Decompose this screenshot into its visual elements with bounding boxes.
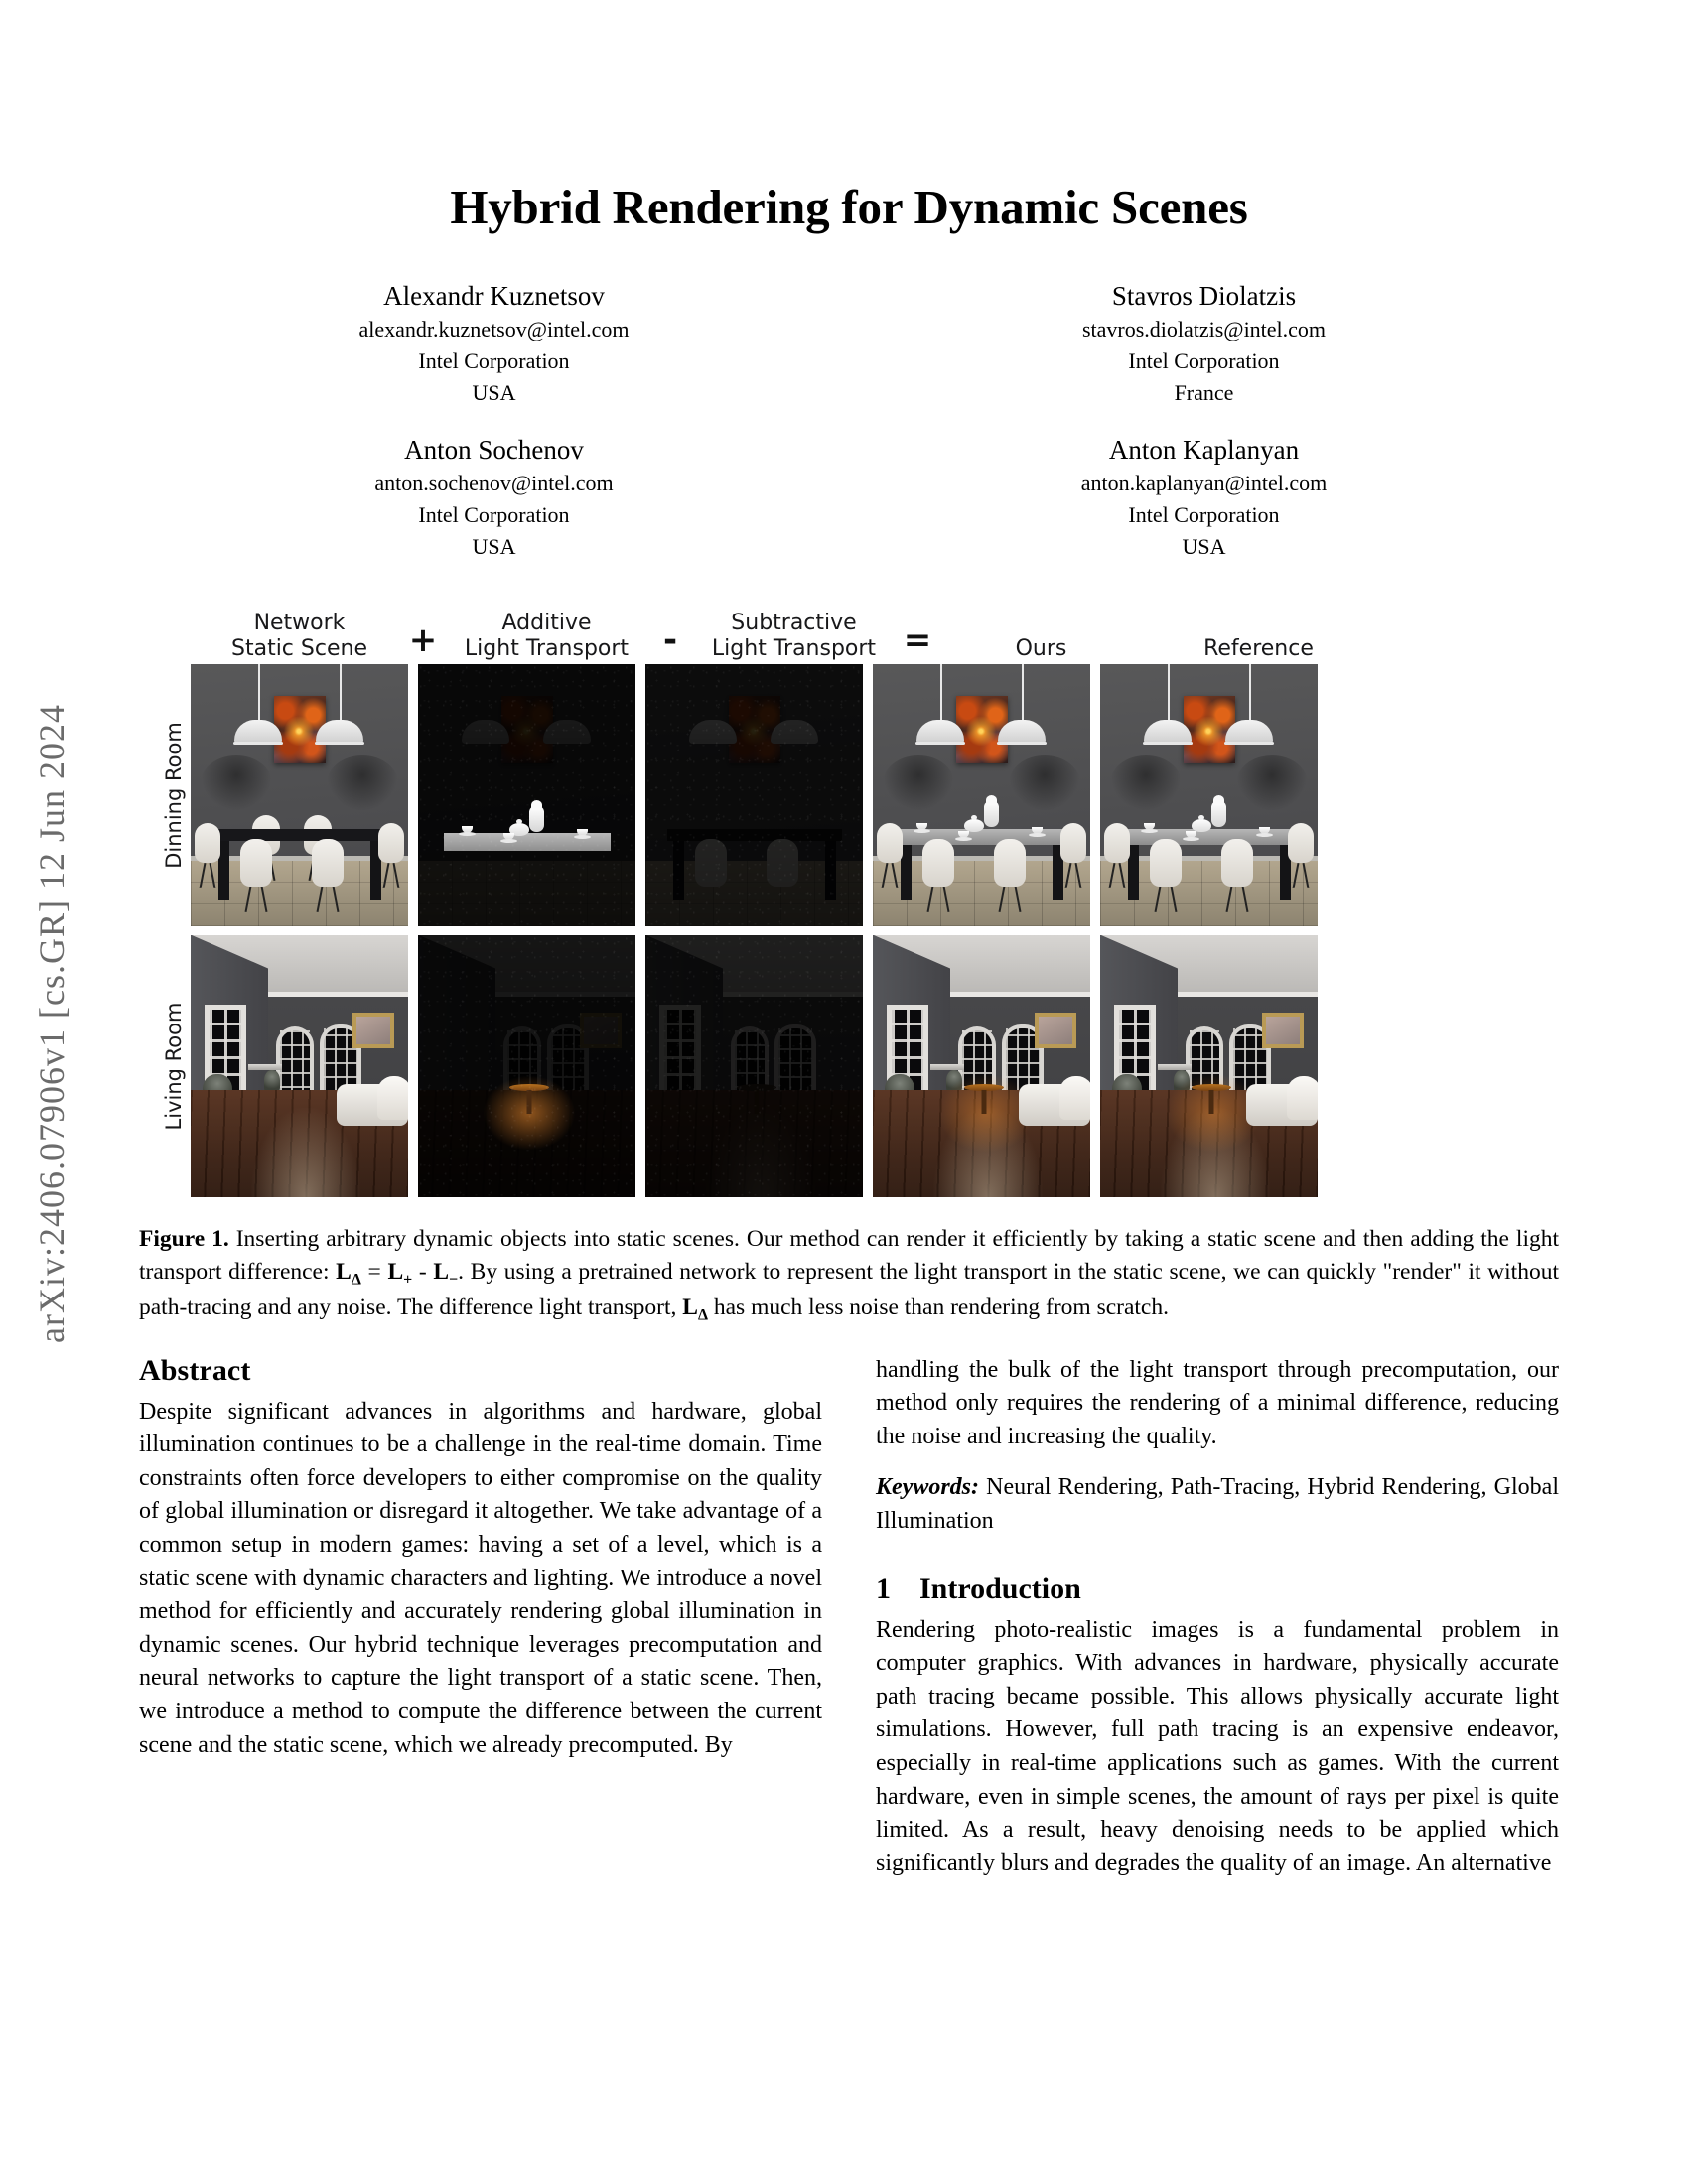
- framed-picture: [1035, 1013, 1076, 1048]
- author-email[interactable]: alexandr.kuznetsov@intel.com: [358, 317, 630, 342]
- lamp-cord: [258, 664, 260, 722]
- lamp-shadow: [327, 755, 398, 811]
- table-stem: [1209, 1090, 1214, 1114]
- panel-dinning-network-static-scene: [191, 664, 408, 926]
- lamp-rim: [915, 742, 965, 745]
- figure-column-header-line2: Light Transport: [464, 635, 630, 661]
- framed-picture: [1262, 1013, 1304, 1048]
- author-entry: [849, 433, 1559, 563]
- figure-row-label-dinning-room: [157, 664, 191, 926]
- figure-column-header-ours: [932, 636, 1150, 664]
- teapot: [964, 819, 984, 832]
- chair: [240, 839, 272, 887]
- round-table: [1192, 1084, 1231, 1118]
- render-noise: [645, 664, 863, 926]
- teacup: [1144, 823, 1155, 830]
- author-name: Anton Kaplanyan: [1108, 434, 1300, 465]
- figure-row-living-room: [157, 935, 1559, 1197]
- chair-legs: [1107, 863, 1128, 888]
- figure-column-headers: [191, 603, 1559, 664]
- chair: [378, 823, 404, 863]
- dining-table: [212, 829, 387, 900]
- author-affiliation: Intel Corporation: [418, 501, 570, 527]
- figure-caption-minus: -: [412, 1258, 434, 1285]
- chair-legs: [243, 887, 269, 912]
- figure-caption-formula-1: L: [336, 1258, 352, 1285]
- panel-dinning-reference: [1100, 664, 1318, 926]
- chair-back: [240, 839, 272, 887]
- chair: [1288, 823, 1314, 863]
- minus-operator-icon: -: [662, 619, 678, 660]
- table-top: [212, 829, 387, 841]
- sofa: [1246, 1084, 1318, 1126]
- chair: [1104, 823, 1130, 863]
- chair-back: [922, 839, 954, 887]
- chair-back: [877, 823, 903, 863]
- introduction-heading: [876, 1572, 1559, 1606]
- mantel: [248, 1064, 282, 1070]
- pitcher: [1211, 801, 1226, 827]
- right-column: [876, 1354, 1559, 1895]
- sofa-arm: [1287, 1076, 1318, 1120]
- chair-legs: [997, 887, 1023, 912]
- chair-back: [994, 839, 1026, 887]
- lamp-rim: [997, 742, 1047, 745]
- render-noise: [418, 935, 635, 1197]
- chair-legs: [315, 887, 341, 912]
- author-name: Stavros Diolatzis: [1111, 281, 1297, 311]
- chair-legs: [381, 863, 402, 888]
- chair: [1150, 839, 1182, 887]
- plus-operator-icon: +: [408, 619, 438, 660]
- lamp-shadow: [201, 755, 272, 811]
- table-stem: [982, 1090, 987, 1114]
- figure-caption-formula-2: L: [387, 1258, 404, 1285]
- panel-living-ours: [873, 935, 1090, 1197]
- keywords-value: Neural Rendering, Path-Tracing, Hybrid Rendering, Global Illumination: [876, 1474, 1559, 1535]
- panel-living-additive-light-transport: [418, 935, 635, 1197]
- teacup: [1259, 827, 1270, 834]
- render-noise: [418, 664, 635, 926]
- lamp-cord: [1168, 664, 1170, 722]
- lamp-shadow: [1236, 755, 1308, 811]
- author-email[interactable]: anton.kaplanyan@intel.com: [1080, 470, 1328, 495]
- lamp-shadow: [1110, 755, 1182, 811]
- dining-table: [1122, 829, 1297, 900]
- figure-column-header-line2: Light Transport: [711, 635, 877, 661]
- figure-row-label-text: Living Room: [162, 1002, 186, 1130]
- figure-column-header-additive-light-transport: [438, 611, 655, 664]
- sofa-arm: [1059, 1076, 1090, 1120]
- chair-back: [1104, 823, 1130, 863]
- teacup: [916, 823, 927, 830]
- chair-back: [378, 823, 404, 863]
- pitcher: [984, 801, 999, 827]
- figure-caption-part2: . By using a pretrained network to represent the light transport in the static scene, we can quickly "render" it without path-tracing and any noise. The difference light transport,: [139, 1258, 1559, 1321]
- mantel: [930, 1064, 964, 1070]
- lamp-rim: [1224, 742, 1274, 745]
- figure-caption-part3: has much less noise than rendering from scratch.: [708, 1295, 1169, 1321]
- author-affiliation: Intel Corporation: [418, 347, 570, 373]
- figure-caption-formula-4-sub: Δ: [697, 1306, 708, 1324]
- figure-column-header-line2: Static Scene: [231, 635, 367, 661]
- chair-back: [1060, 823, 1086, 863]
- chair-back: [195, 823, 220, 863]
- author-name: Anton Sochenov: [404, 434, 584, 465]
- author-affiliation: Intel Corporation: [1128, 347, 1280, 373]
- chair: [1221, 839, 1253, 887]
- page-title: Hybrid Rendering for Dynamic Scenes: [450, 180, 1248, 234]
- figure-caption-part1: Inserting arbitrary dynamic objects into static scenes. Our method can render it efficiently by taking a static scene and then adding the light transport difference:: [139, 1225, 1560, 1285]
- figure-caption-formula-2-sub: +: [403, 1271, 413, 1289]
- figure-caption-equals: =: [360, 1258, 388, 1285]
- sofa-arm: [377, 1076, 408, 1120]
- mantel: [1158, 1064, 1192, 1070]
- paper-page: [139, 0, 1559, 2184]
- arxiv-stamp: arXiv:2406.07906v1 [cs.GR] 12 Jun 2024: [32, 704, 71, 1343]
- author-affiliation: Intel Corporation: [1128, 501, 1280, 527]
- author-name: Alexandr Kuznetsov: [383, 281, 605, 311]
- chair: [1060, 823, 1086, 863]
- figure-column-header-network-static-scene: [191, 611, 408, 664]
- framed-picture: [352, 1013, 394, 1048]
- lamp-shadow: [883, 755, 954, 811]
- panel-dinning-additive-light-transport: [418, 664, 635, 926]
- figure-row-dinning-room: [157, 664, 1559, 926]
- lamp-cord: [1249, 664, 1251, 722]
- sofa: [337, 1084, 408, 1126]
- render-noise: [645, 935, 863, 1197]
- lamp-rim: [315, 742, 364, 745]
- body-columns: [139, 1354, 1559, 1895]
- chair: [877, 823, 903, 863]
- chair-legs: [198, 863, 218, 888]
- chair-legs: [880, 863, 901, 888]
- figure-column-header-subtractive-light-transport: [685, 611, 903, 664]
- author-email[interactable]: stavros.diolatzis@intel.com: [1081, 317, 1327, 342]
- figure-row-label-living-room: [157, 935, 191, 1197]
- teacup: [1032, 827, 1043, 834]
- figure-column-header-line1: Subtractive: [731, 610, 857, 635]
- section-number: 1: [876, 1571, 891, 1605]
- figure-column-header-line1: Network: [253, 610, 346, 635]
- panel-dinning-ours: [873, 664, 1090, 926]
- figure-row-label-text: Dinning Room: [162, 721, 186, 869]
- teacup: [958, 831, 969, 838]
- author-block: [139, 279, 1559, 587]
- author-country: USA: [472, 533, 516, 559]
- panel-living-subtractive-light-transport: [645, 935, 863, 1197]
- abstract-text-continued: handling the bulk of the light transport through precomputation, our method only requires the rendering of a minimal difference, reducing the noise and increasing the quality.: [876, 1356, 1559, 1449]
- author-entry: [139, 279, 849, 409]
- author-entry: [849, 279, 1559, 409]
- chair-back: [1150, 839, 1182, 887]
- figure-column-header-line2: Ours: [1015, 635, 1067, 661]
- lamp-rim: [233, 742, 283, 745]
- chair: [195, 823, 220, 863]
- chair-legs: [925, 887, 951, 912]
- author-country: France: [1174, 379, 1234, 405]
- author-country: USA: [472, 379, 516, 405]
- equals-operator-icon: =: [903, 619, 932, 660]
- figure-caption: [139, 1223, 1559, 1328]
- author-entry: [139, 433, 849, 563]
- lamp-cord: [940, 664, 942, 722]
- dining-table: [895, 829, 1069, 900]
- chair: [994, 839, 1026, 887]
- keywords-label: Keywords:: [876, 1474, 979, 1501]
- chair-legs: [1224, 887, 1250, 912]
- introduction-paragraph: Rendering photo-realistic images is a fundamental problem in computer graphics. With advances in hardware, physically accurate path tracing became possible. This allows physically accurate light simulations. However, full path tracing is an expensive endeavor, especially in real-time applications such as games. With the current hardware, even in simple scenes, the amount of rays per pixel is quite limited. As a result, heavy denoising needs to be applied which significantly blurs and degrades the quality of an image. An alternative: [876, 1616, 1559, 1876]
- round-table: [964, 1084, 1004, 1118]
- panel-dinning-subtractive-light-transport: [645, 664, 863, 926]
- figure-column-header-line1: Additive: [501, 610, 592, 635]
- abstract-heading: Abstract: [139, 1353, 251, 1387]
- chair-legs: [1291, 863, 1312, 888]
- figure-caption-label: Figure 1.: [139, 1225, 229, 1252]
- lamp-cord: [1022, 664, 1024, 722]
- teapot: [1192, 819, 1211, 832]
- author-email[interactable]: anton.sochenov@intel.com: [374, 470, 614, 495]
- lamp-cord: [340, 664, 342, 722]
- chair: [312, 839, 344, 887]
- lamp-rim: [1143, 742, 1193, 745]
- panel-living-network-static-scene: [191, 935, 408, 1197]
- chair-back: [312, 839, 344, 887]
- left-column: [139, 1354, 822, 1895]
- teacup: [1186, 831, 1196, 838]
- chair-back: [1288, 823, 1314, 863]
- figure-column-header-reference: [1150, 636, 1367, 664]
- panel-living-reference: [1100, 935, 1318, 1197]
- figure-caption-formula-3: L: [433, 1258, 450, 1285]
- lamp-shadow: [1009, 755, 1080, 811]
- potted-plant: [264, 1070, 280, 1092]
- chair: [922, 839, 954, 887]
- figure-1: [139, 603, 1559, 1328]
- chair-back: [1221, 839, 1253, 887]
- figure-panel-grid: [157, 664, 1559, 1197]
- figure-column-header-line2: Reference: [1203, 635, 1314, 661]
- section-title: Introduction: [919, 1571, 1081, 1605]
- figure-caption-formula-1-sub: Δ: [351, 1271, 361, 1289]
- sofa: [1019, 1084, 1090, 1126]
- keywords-line: [876, 1471, 1559, 1538]
- author-country: USA: [1182, 533, 1226, 559]
- figure-caption-formula-4: L: [682, 1295, 698, 1321]
- chair-legs: [1063, 863, 1084, 888]
- abstract-text: Despite significant advances in algorithms and hardware, global illumination continues to be a challenge in the real-time domain. Time constraints often force developers to either compromise on the quality of global illumination or disregard it altogether. We take advantage of a common setup in modern games: having a set of a level, which is a static scene with dynamic characters and lighting. We introduce a novel method for efficiently and accurately rendering global illumination in dynamic scenes. Our hybrid technique leverages precomputation and neural networks to capture the light transport of a static scene. Then, we introduce a method to compute the difference between the current scene and the static scene, which we already precomputed. By: [139, 1398, 822, 1758]
- chair-legs: [1153, 887, 1179, 912]
- figure-caption-formula-3-sub: −: [449, 1271, 459, 1289]
